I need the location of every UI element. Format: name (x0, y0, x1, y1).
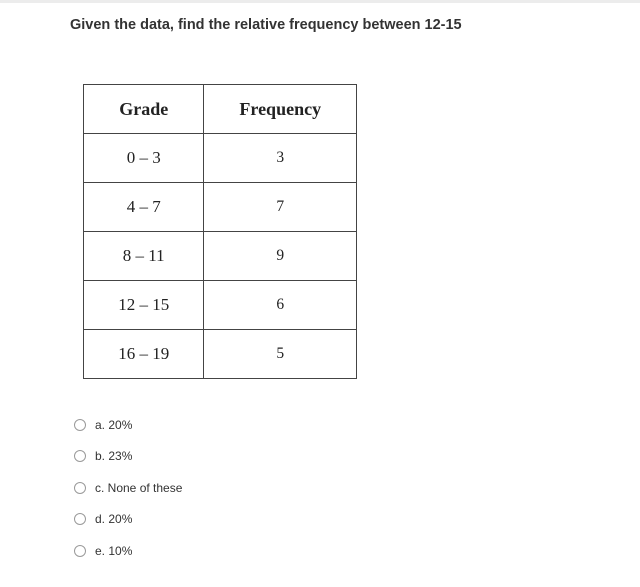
option-label: b. 23% (95, 449, 133, 463)
table-row (84, 281, 357, 330)
option-c[interactable] (74, 477, 182, 498)
frequency-cell: 9 (204, 232, 357, 281)
table-row (84, 134, 357, 183)
table-row (84, 183, 357, 232)
radio-button[interactable] (74, 419, 86, 431)
frequency-cell: 3 (204, 134, 357, 183)
radio-button[interactable] (74, 450, 86, 462)
option-label: e. 10% (95, 543, 133, 558)
radio-button[interactable] (74, 545, 86, 557)
grade-cell: 0 – 3 (84, 134, 204, 183)
frequency-cell: 5 (204, 330, 357, 379)
table-row (84, 330, 357, 379)
grade-cell: 16 – 19 (84, 330, 204, 379)
radio-button[interactable] (74, 482, 86, 494)
frequency-cell: 6 (204, 281, 357, 330)
option-e[interactable] (74, 540, 182, 561)
option-label: a. 20% (95, 417, 133, 432)
option-label: c. None of these (95, 480, 183, 495)
header-frequency: Frequency (204, 85, 357, 134)
question-text: Given the data, find the relative frequency between 12-15 (70, 17, 462, 33)
table-row (84, 232, 357, 281)
table-header-row (84, 85, 357, 134)
option-d[interactable] (74, 509, 182, 530)
answer-options (74, 414, 182, 572)
grade-cell: 12 – 15 (84, 281, 204, 330)
grade-cell: 4 – 7 (84, 183, 204, 232)
option-label: d. 20% (95, 512, 133, 526)
frequency-table (83, 84, 357, 379)
option-b[interactable] (74, 446, 182, 467)
option-a[interactable] (74, 414, 182, 435)
grade-cell: 8 – 11 (84, 232, 204, 281)
header-grade: Grade (84, 85, 204, 134)
radio-button[interactable] (74, 513, 86, 525)
frequency-cell: 7 (204, 183, 357, 232)
top-divider (0, 0, 640, 3)
